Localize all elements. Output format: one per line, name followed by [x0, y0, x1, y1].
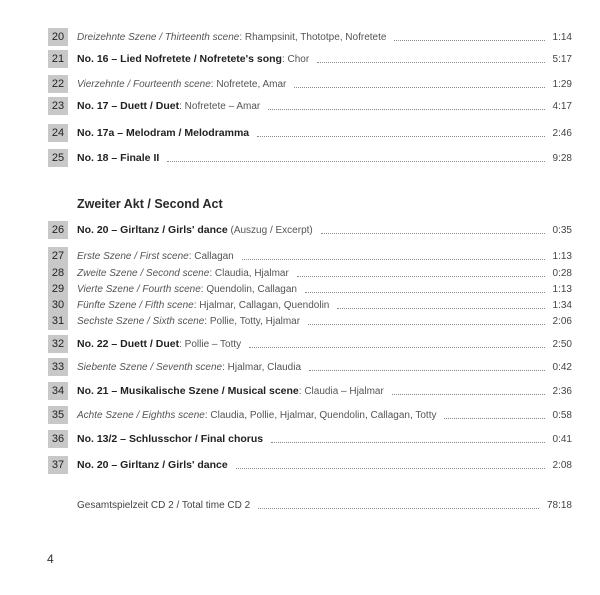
dot-leader — [317, 61, 544, 63]
total-time-row — [77, 496, 572, 514]
track-number: 37 — [48, 456, 68, 474]
track-label — [77, 100, 260, 112]
track-duration: 1:14 — [552, 31, 572, 43]
track-number: 21 — [48, 50, 68, 68]
track-performers: : Quendolin, Callagan — [200, 283, 297, 295]
track-row — [48, 124, 572, 142]
dot-leader — [249, 346, 544, 348]
dot-leader — [297, 275, 545, 277]
track-label — [77, 152, 159, 164]
track-row — [48, 406, 572, 424]
track-row — [48, 149, 572, 167]
track-duration: 0:35 — [552, 224, 572, 236]
track-row — [48, 28, 572, 46]
track-row — [48, 247, 572, 265]
track-duration: 9:28 — [552, 152, 572, 164]
track-label — [77, 300, 329, 311]
track-row — [48, 221, 572, 239]
track-performers: : Rhampsinit, Thototpe, Nofretete — [239, 31, 387, 43]
track-number: 34 — [48, 382, 68, 400]
track-row — [48, 97, 572, 115]
dot-leader — [258, 507, 539, 509]
track-duration: 2:06 — [552, 315, 572, 327]
track-performers: : Claudia – Hjalmar — [298, 386, 384, 397]
track-scene-title: Dreizehnte Szene / Thirteenth scene — [77, 31, 240, 43]
track-row — [48, 358, 572, 376]
track-duration: 2:08 — [552, 459, 572, 471]
track-label — [77, 385, 384, 397]
track-performers: : Pollie – Totty — [179, 339, 242, 350]
dot-leader — [305, 291, 545, 293]
track-label — [77, 53, 309, 65]
track-number: 25 — [48, 149, 68, 167]
track-label — [77, 251, 234, 262]
track-number: 32 — [48, 335, 68, 353]
dot-leader — [257, 135, 544, 137]
track-title-line — [77, 97, 572, 115]
track-performers: : Hjalmar, Callagan, Quendolin — [193, 299, 330, 311]
track-row — [48, 75, 572, 93]
track-number: 27 — [48, 247, 68, 265]
track-duration: 2:50 — [552, 338, 572, 350]
track-scene-title: Fünfte Szene / Fifth scene — [77, 299, 194, 311]
dot-leader — [236, 467, 545, 469]
dot-leader — [321, 232, 545, 234]
track-title-line — [77, 247, 572, 265]
track-duration: 5:17 — [552, 53, 572, 65]
track-duration: 0:28 — [552, 267, 572, 279]
track-title-line — [77, 50, 572, 68]
track-performers: : Hjalmar, Claudia — [222, 361, 302, 373]
track-label — [77, 268, 289, 279]
page-number: 4 — [47, 552, 54, 566]
track-label — [77, 32, 386, 43]
track-performers: : Claudia, Pollie, Hjalmar, Quendolin, Callagan, Totty — [204, 409, 437, 421]
track-row — [48, 50, 572, 68]
track-number: 28 — [48, 264, 68, 282]
track-main-title: No. 13/2 – Schlusschor / Final chorus — [77, 433, 264, 445]
track-scene-title: Vierzehnte / Fourteenth scene — [77, 78, 211, 90]
track-title-line — [77, 28, 572, 46]
track-title-line — [77, 335, 572, 353]
track-scene-title: Achte Szene / Eighths scene — [77, 409, 205, 421]
track-main-title: No. 20 – Girltanz / Girls' dance — [77, 224, 228, 236]
track-row — [48, 335, 572, 353]
track-performers: : Chor — [281, 54, 310, 65]
track-title-line — [77, 456, 572, 474]
track-main-title: No. 17 – Duett / Duet — [77, 100, 180, 112]
track-scene-title: Vierte Szene / Fourth scene — [77, 283, 201, 295]
track-row — [48, 312, 572, 330]
track-main-title: No. 20 – Girltanz / Girls' dance — [77, 459, 228, 471]
track-label — [77, 224, 313, 236]
track-main-title: No. 21 – Musikalische Szene / Musical scene — [77, 385, 299, 397]
track-label — [77, 410, 436, 421]
dot-leader — [309, 369, 545, 371]
act-heading: Zweiter Akt / Second Act — [77, 197, 223, 211]
track-title-line — [77, 124, 572, 142]
track-number: 30 — [48, 296, 68, 314]
track-label — [77, 433, 263, 445]
track-scene-title: Siebente Szene / Seventh scene — [77, 361, 223, 373]
track-performers: : Nofretete, Amar — [210, 78, 287, 90]
dot-leader — [167, 160, 544, 162]
track-title-line — [77, 75, 572, 93]
dot-leader — [294, 86, 544, 88]
track-label — [77, 338, 241, 350]
track-row — [48, 382, 572, 400]
track-duration: 1:29 — [552, 78, 572, 90]
track-label — [77, 79, 286, 90]
track-duration: 4:17 — [552, 100, 572, 112]
track-row — [48, 456, 572, 474]
track-scene-title: Zweite Szene / Second scene — [77, 267, 210, 279]
track-performers: : Pollie, Totty, Hjalmar — [204, 315, 301, 327]
track-main-title: No. 18 – Finale II — [77, 152, 160, 164]
dot-leader — [444, 417, 544, 419]
track-number: 33 — [48, 358, 68, 376]
track-duration: 2:36 — [552, 385, 572, 397]
track-main-title: No. 17a – Melodram / Melodramma — [77, 127, 250, 139]
track-performers: : Claudia, Hjalmar — [209, 267, 289, 279]
dot-leader — [308, 323, 544, 325]
track-duration: 1:34 — [552, 299, 572, 311]
track-label — [77, 127, 249, 139]
track-label — [77, 362, 301, 373]
track-number: 22 — [48, 75, 68, 93]
track-number: 35 — [48, 406, 68, 424]
track-duration: 1:13 — [552, 250, 572, 262]
track-duration: 0:41 — [552, 433, 572, 445]
track-duration: 0:58 — [552, 409, 572, 421]
track-duration: 0:42 — [552, 361, 572, 373]
track-scene-title: Erste Szene / First scene — [77, 250, 189, 262]
track-title-line — [77, 358, 572, 376]
dot-leader — [268, 108, 544, 110]
total-time-label: Gesamtspielzeit CD 2 / Total time CD 2 — [77, 499, 251, 511]
total-time-value: 78:18 — [546, 499, 572, 511]
track-number: 29 — [48, 280, 68, 298]
track-title-line — [77, 406, 572, 424]
track-number: 20 — [48, 28, 68, 46]
track-main-title: No. 22 – Duett / Duet — [77, 338, 180, 350]
track-scene-title: Sechste Szene / Sixth scene — [77, 315, 205, 327]
track-title-line — [77, 430, 572, 448]
dot-leader — [337, 307, 544, 309]
track-number: 31 — [48, 312, 68, 330]
dot-leader — [394, 39, 544, 41]
track-number: 26 — [48, 221, 68, 239]
track-title-line — [77, 312, 572, 330]
track-number: 23 — [48, 97, 68, 115]
dot-leader — [392, 393, 545, 395]
track-title-line — [77, 382, 572, 400]
track-label — [77, 284, 297, 295]
track-number: 36 — [48, 430, 68, 448]
track-number: 24 — [48, 124, 68, 142]
track-row — [48, 430, 572, 448]
track-performers: : Callagan — [188, 250, 234, 262]
track-main-title: No. 16 – Lied Nofretete / Nofretete's song — [77, 53, 282, 65]
track-title-line — [77, 149, 572, 167]
track-label — [77, 459, 228, 471]
dot-leader — [242, 258, 545, 260]
track-title-line — [77, 221, 572, 239]
track-performers: : Nofretete – Amar — [179, 101, 261, 112]
track-duration: 2:46 — [552, 127, 572, 139]
track-performers: (Auszug / Excerpt) — [227, 225, 313, 236]
track-duration: 1:13 — [552, 283, 572, 295]
track-label — [77, 316, 300, 327]
dot-leader — [271, 441, 544, 443]
